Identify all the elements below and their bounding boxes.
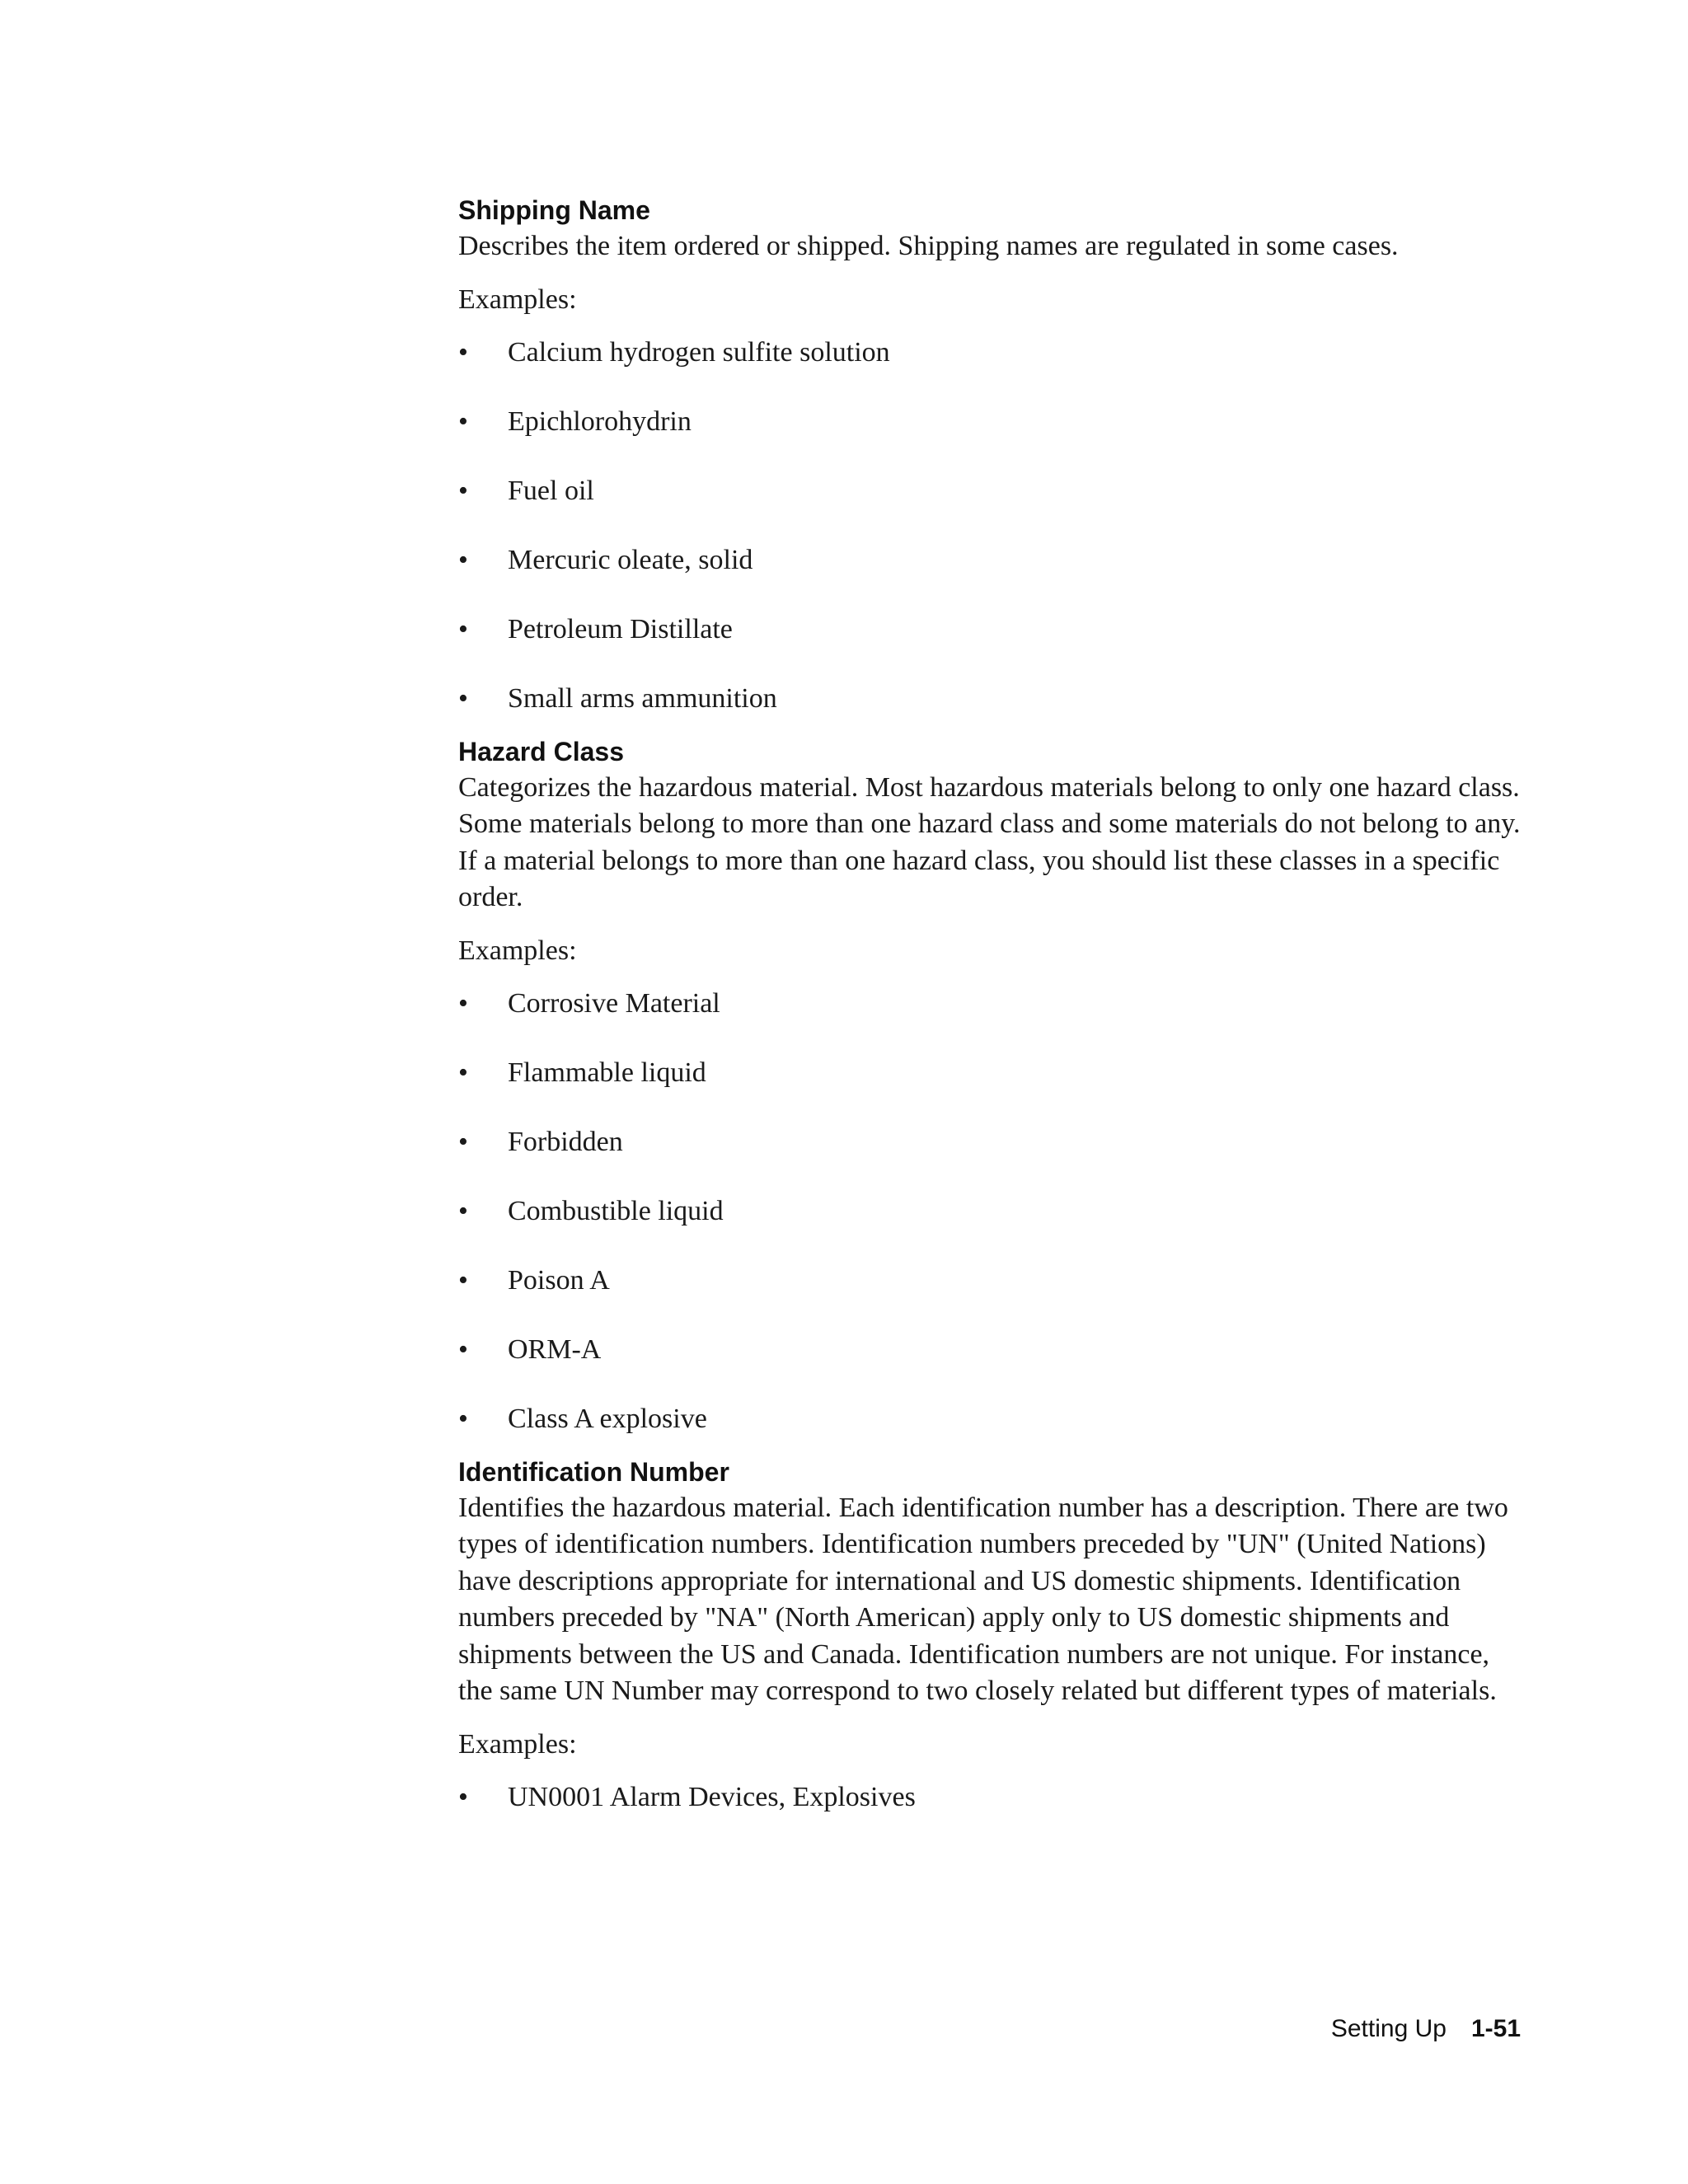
list-item: [458, 1193, 1530, 1230]
bullet-icon: •: [458, 1126, 468, 1157]
list-item: [458, 404, 1530, 440]
bullet-icon: •: [458, 1333, 468, 1365]
footer-chapter-title: Setting Up: [1330, 2015, 1447, 2042]
list-item-text: Small arms ammunition: [508, 682, 777, 714]
bullet-icon: •: [458, 987, 468, 1019]
bullet-icon: •: [458, 613, 468, 644]
section-heading-shipping-name: Shipping Name: [458, 195, 650, 225]
list-item-text: Combustible liquid: [508, 1195, 724, 1226]
section-heading-identification-number: Identification Number: [458, 1456, 729, 1487]
examples-label: Examples:: [458, 1728, 577, 1760]
list-item-text: ORM-A: [508, 1333, 602, 1365]
examples-label: Examples:: [458, 935, 577, 966]
list-item-text: Corrosive Material: [508, 987, 720, 1019]
section-body-hazard-class: Categorizes the hazardous material. Most hazardous materials belong to only one hazard class. Some materials belong to more than one hazard class and some materials do not belong to any. If a material belongs to more than one hazard class, you should list these classes in a specific order.: [458, 771, 1521, 912]
document-content: [458, 192, 1530, 1816]
list-item: [458, 473, 1530, 509]
bullet-icon: •: [458, 475, 468, 506]
list-item: [458, 1779, 1530, 1816]
bullet-icon: •: [458, 405, 468, 437]
list-item: [458, 1124, 1530, 1160]
page-footer: [1331, 2013, 1521, 2046]
examples-label: Examples:: [458, 284, 577, 315]
page-number: 1-51: [1470, 2015, 1521, 2042]
list-item-text: Poison A: [508, 1264, 610, 1296]
list-item-text: Epichlorohydrin: [508, 405, 692, 437]
list-item: [458, 542, 1530, 579]
bullet-icon: •: [458, 1264, 468, 1296]
list-item: [458, 612, 1530, 648]
bullet-icon: •: [458, 682, 468, 714]
bullet-icon: •: [458, 1403, 468, 1434]
list-item: [458, 1332, 1530, 1368]
list-item-text: Fuel oil: [508, 475, 594, 506]
bullet-icon: •: [458, 336, 468, 368]
bullet-icon: •: [458, 1057, 468, 1088]
list-item-text: Mercuric oleate, solid: [508, 544, 753, 575]
section-body-shipping-name: Describes the item ordered or shipped. Shipping names are regulated in some cases.: [458, 231, 1399, 261]
bullet-icon: •: [458, 544, 468, 575]
list-item: [458, 681, 1530, 717]
section-heading-hazard-class: Hazard Class: [458, 736, 624, 766]
list-item: [458, 1263, 1530, 1299]
list-item: [458, 986, 1530, 1022]
list-item-text: Petroleum Distillate: [508, 613, 733, 644]
list-item-text: Calcium hydrogen sulfite solution: [508, 336, 890, 368]
list-item: [458, 1055, 1530, 1091]
examples-list-identification-number: [458, 1779, 1530, 1816]
examples-list-hazard-class: [458, 986, 1530, 1437]
list-item-text: Flammable liquid: [508, 1057, 706, 1088]
list-item: [458, 335, 1530, 371]
examples-list-shipping-name: [458, 335, 1530, 717]
list-item-text: Forbidden: [508, 1126, 623, 1157]
list-item: [458, 1401, 1530, 1437]
bullet-icon: •: [458, 1781, 468, 1812]
list-item-text: UN0001 Alarm Devices, Explosives: [508, 1781, 916, 1812]
section-body-identification-number: Identifies the hazardous material. Each identification number has a description. There are two types of identification numbers. Identification numbers preceded by "UN" (United Nations) have descriptions appropriate for international and US domestic shipments. Identification numbers preceded by "NA" (North American) apply only to US domestic shipments and shipments between the US and Canada. Identification numbers are not unique. For instance, the same UN Number may correspond to two closely related but different types of materials.: [458, 1492, 1508, 1706]
bullet-icon: •: [458, 1195, 468, 1226]
list-item-text: Class A explosive: [508, 1403, 707, 1434]
